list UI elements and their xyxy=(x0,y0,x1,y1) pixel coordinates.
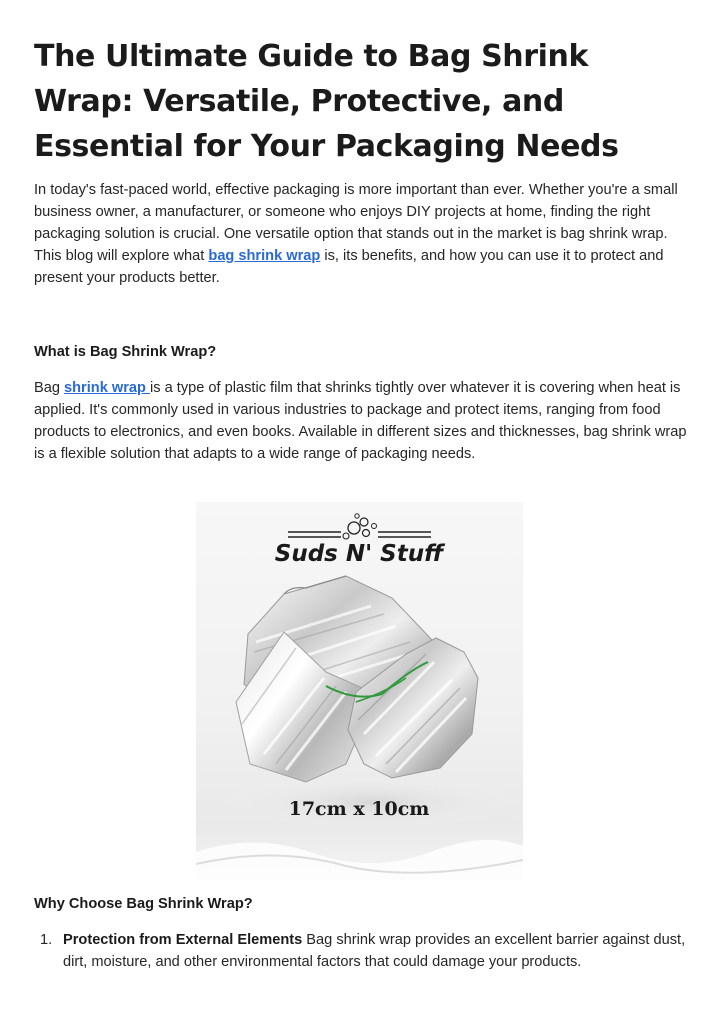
intro-paragraph xyxy=(34,179,690,289)
bag-size-label: 17cm x 10cm xyxy=(288,798,430,820)
intro-text-after: is, its benefits, and how you can use it to protect and present your products better. xyxy=(34,248,664,286)
list-item xyxy=(34,929,690,973)
brand-logo xyxy=(275,514,446,567)
product-image xyxy=(196,502,523,880)
list-item-title: Protection from External Elements xyxy=(63,932,303,948)
brand-name: Suds N' Stuff xyxy=(274,541,444,567)
definition-paragraph xyxy=(34,377,690,465)
section-heading-what-is: What is Bag Shrink Wrap? xyxy=(34,344,217,360)
article-title: The Ultimate Guide to Bag Shrink Wrap: Versatile, Protective, and Essential for Your Packaging Needs xyxy=(34,39,619,164)
benefits-list xyxy=(34,929,690,973)
definition-text-before: Bag xyxy=(34,380,65,396)
list-item-number: 1. xyxy=(40,932,53,948)
intro-text-before: In today's fast-paced world, effective packaging is more important than ever. Whether you're a small business owner, a manufacturer, or someone who enjoys DIY projects at home, finding the right packaging solution is crucial. One versatile option that stands out in the market is bag shrink wrap. This blog will explore what xyxy=(34,182,678,264)
section-heading-why-choose: Why Choose Bag Shrink Wrap? xyxy=(34,896,253,912)
definition-text-after: is a type of plastic film that shrinks tightly over whatever it is covering when heat is applied. It's commonly used in various industries to package and protect items, ranging from food products to electronics, and even books. Available in different sizes and thicknesses, bag shrink wrap is a flexible solution that adapts to a wide range of packaging needs. xyxy=(34,380,687,462)
list-item-text: Bag shrink wrap provides an excellent barrier against dust, dirt, moisture, and other environmental factors that could damage your products. xyxy=(63,932,686,970)
shrink-wrap-link[interactable]: shrink wrap xyxy=(64,380,150,396)
bag-shrink-wrap-link[interactable]: bag shrink wrap xyxy=(208,248,321,264)
